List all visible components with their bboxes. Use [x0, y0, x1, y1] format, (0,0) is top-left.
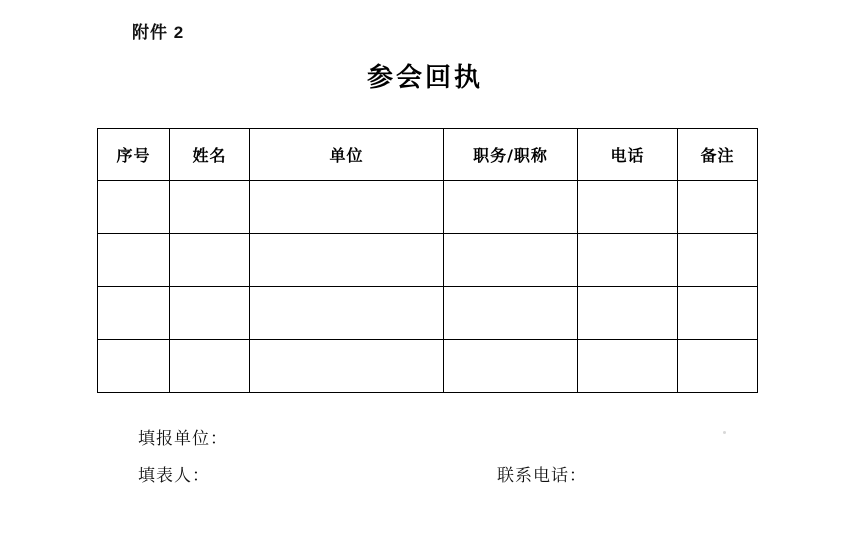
table-cell-remark[interactable]	[678, 287, 758, 340]
reporting-unit-label: 填报单位：	[138, 429, 228, 448]
table-cell-remark[interactable]	[678, 181, 758, 234]
table-cell-name[interactable]	[170, 287, 250, 340]
table-header-cell-position: 职务/职称	[444, 129, 578, 181]
table-header-cell-name: 姓名	[170, 129, 250, 181]
table-cell-name[interactable]	[170, 234, 250, 287]
table-header-cell-index: 序号	[98, 129, 170, 181]
table-cell-unit[interactable]	[250, 340, 444, 393]
table-cell-remark[interactable]	[678, 340, 758, 393]
table-cell-phone[interactable]	[578, 287, 678, 340]
table-row	[98, 181, 758, 234]
scan-speck	[723, 431, 726, 434]
table-header-cell-unit: 单位	[250, 129, 444, 181]
contact-phone-label: 联系电话：	[497, 466, 587, 485]
table-cell-name[interactable]	[170, 340, 250, 393]
table-header-cell-phone: 电话	[578, 129, 678, 181]
table-cell-unit[interactable]	[250, 181, 444, 234]
table-cell-phone[interactable]	[578, 340, 678, 393]
table-cell-position[interactable]	[444, 340, 578, 393]
filled-by-label: 填表人：	[138, 466, 210, 485]
table-row	[98, 287, 758, 340]
table-cell-position[interactable]	[444, 234, 578, 287]
table-cell-index[interactable]	[98, 181, 170, 234]
page-title: 参会回执	[366, 63, 483, 93]
attachment-label: 附件 2	[132, 23, 185, 42]
table-cell-index[interactable]	[98, 340, 170, 393]
table-header-row	[98, 129, 758, 181]
table-header-cell-remark: 备注	[678, 129, 758, 181]
table-cell-position[interactable]	[444, 181, 578, 234]
table-row	[98, 234, 758, 287]
table-cell-unit[interactable]	[250, 234, 444, 287]
table-cell-unit[interactable]	[250, 287, 444, 340]
table-cell-phone[interactable]	[578, 181, 678, 234]
table-cell-position[interactable]	[444, 287, 578, 340]
table-cell-index[interactable]	[98, 234, 170, 287]
table-cell-name[interactable]	[170, 181, 250, 234]
table-cell-phone[interactable]	[578, 234, 678, 287]
table-row	[98, 340, 758, 393]
attendance-receipt-table	[97, 128, 758, 393]
table-cell-index[interactable]	[98, 287, 170, 340]
table-cell-remark[interactable]	[678, 234, 758, 287]
